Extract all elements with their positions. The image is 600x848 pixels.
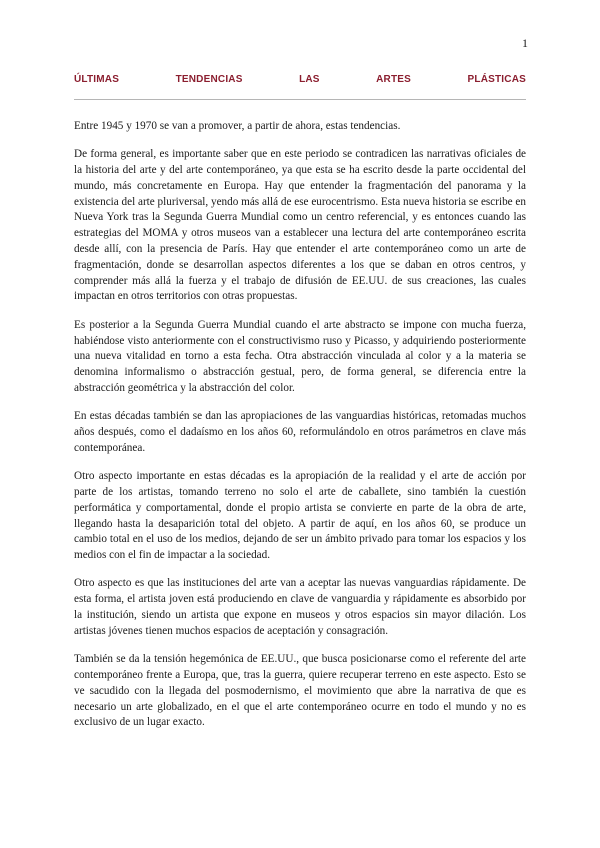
document-title [74, 74, 526, 85]
page-number: 1 [522, 36, 528, 50]
paragraph: Otro aspecto es que las instituciones del arte van a aceptar las nuevas vanguardias rápidamente. De esta forma, el artista joven está produciendo en clave de vanguardia y rápidamente es absorbido por la institución, siendo un artista que expone en museos y otros espacios sin mayor dilación. Los artistas jóvenes tienen muchos espacios de aceptación y consagración. [74, 577, 526, 637]
title-divider [74, 99, 526, 100]
document-body [74, 119, 526, 744]
paragraph: También se da la tensión hegemónica de EE.UU., que busca posicionarse como el referente del arte contemporáneo frente a Europa, que, tras la guerra, quiere recuperar terreno en este aspecto. Esto se ve sacudido con la llegada del posmodernismo, el movimiento que abre la narrativa de que es necesario un arte globalizado, en el que el arte contemporáneo ocurre en todo el mundo y no es exclusivo de un lugar exacto. [74, 653, 526, 729]
paragraph: Entre 1945 y 1970 se van a promover, a partir de ahora, estas tendencias. [74, 120, 401, 132]
title-word: TENDENCIAS [175, 74, 243, 85]
title-word: ÚLTIMAS [74, 74, 120, 85]
title-word: LAS [299, 74, 320, 85]
title-word: ARTES [376, 74, 412, 85]
title-word: PLÁSTICAS [467, 74, 526, 85]
paragraph: En estas décadas también se dan las apropiaciones de las vanguardias históricas, retomadas muchos años después, como el dadaísmo en los años 60, reformulándolo en otros parámetros en clave más contemporánea. [74, 410, 526, 454]
paragraph: Otro aspecto importante en estas décadas es la apropiación de la realidad y el arte de acción por parte de los artistas, tomando terreno no solo el arte de caballete, sino también la cuestión performática y comportamental, donde el propio artista se convierte en parte de la obra de arte, llegando hasta la desaparición total del objeto. A partir de aquí, en los años 60, se produce un cambio total en el uso de los medios, dejando de ser un ámbito privado para tomar los espacios y los medios con el fin de impactar a la sociedad. [74, 470, 526, 562]
paragraph: Es posterior a la Segunda Guerra Mundial cuando el arte abstracto se impone con mucha fuerza, habiéndose visto anteriormente con el constructivismo ruso y Picasso, y adquiriendo posteriormente una nueva vitalidad en torno a esta fecha. Otra abstracción vinculada al color y a la materia se denomina informalismo o abstracción gestual, pero, de forma general, se diferencia entre la abstracción geométrica y la abstracción del color. [74, 318, 526, 394]
paragraph: De forma general, es importante saber que en este periodo se contradicen las narrativas oficiales de la historia del arte y del arte contemporáneo, ya que esta se ha escrito desde la parte occidental del mundo, más concretamente en Europa. Hay que entender la fragmentación del panorama y la existencia del arte pluriversal, yendo más allá de ese eurocentrismo. Esta nueva historia se escribe en Nueva York tras la Segunda Guerra Mundial como un centro referencial, y es entonces cuando las estrategias del MOMA y otros museos van a establecer una lectura del arte contemporáneo escrita desde allí, con la presencia de París. Hay que entender el arte contemporáneo como un arte de fragmentación, donde se desarrollan aspectos diferentes a los que se daban en otros centros, y comprender más allá la fuerza y el trabajo de difusión de EE.UU. de sus creaciones, las cuales impactan en otros territorios con otras propuestas. [74, 148, 526, 303]
